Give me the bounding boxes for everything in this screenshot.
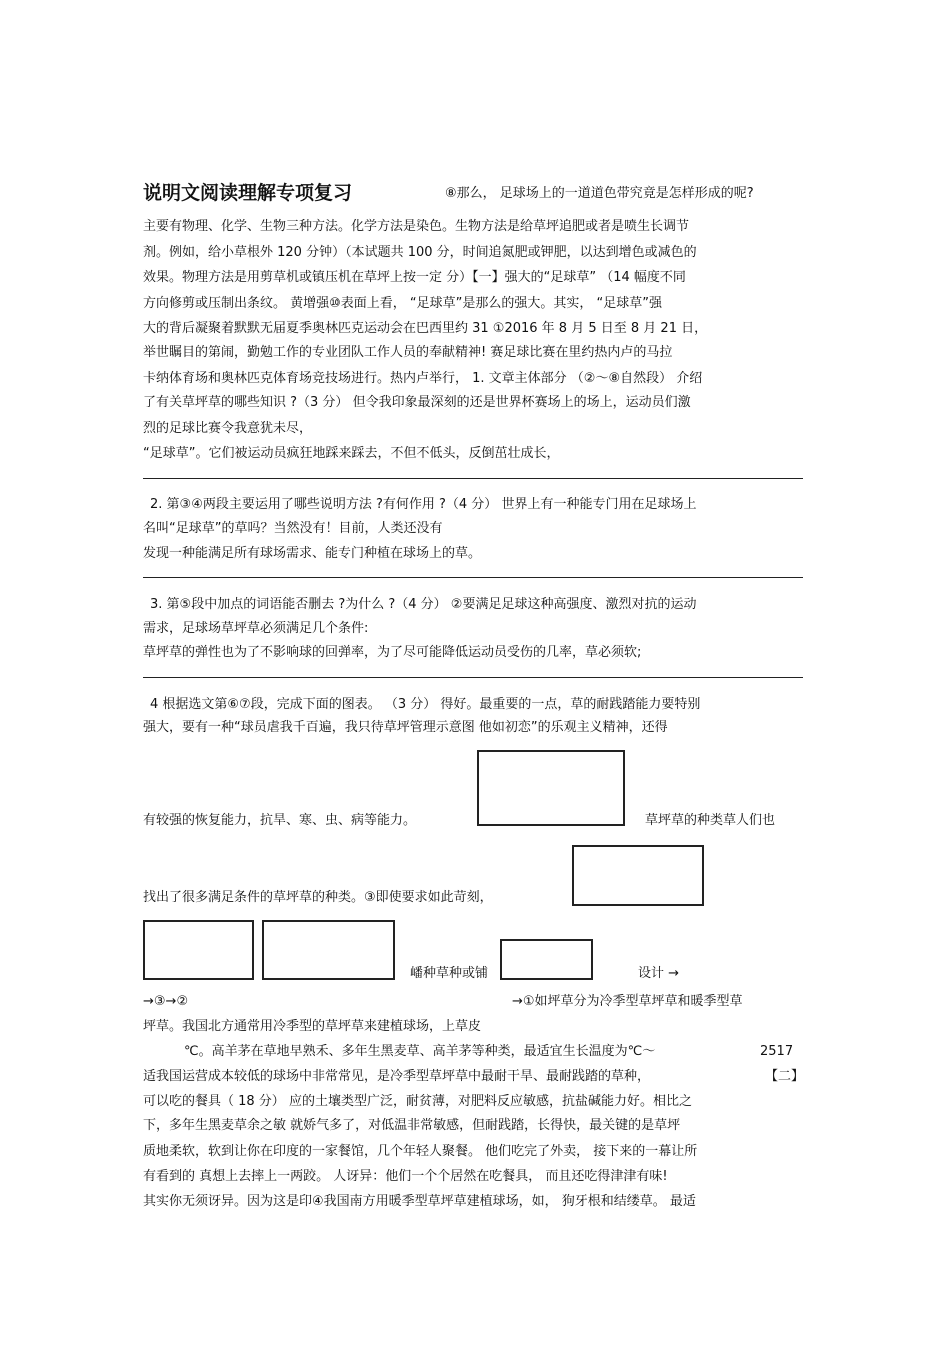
text-line: 其实你无须讶异。因为这是印④我国南方用暖季型草坪草建植球场，如， 狗牙根和结缕草。 最适 bbox=[143, 1194, 696, 1209]
diagram-box bbox=[262, 920, 395, 980]
question-2: 2. 第③④两段主要运用了哪些说明方法 ?有何作用 ?（4 分） 世界上有一种能专门用在足球场上 bbox=[150, 497, 697, 512]
text-line: 名叫“足球草”的草吗？当然没有！目前，人类还没有 bbox=[143, 521, 443, 536]
diagram-box bbox=[500, 939, 593, 980]
text-line: ⑧那么， 足球场上的一道道色带究竟是怎样形成的呢? bbox=[445, 186, 754, 201]
page-title: 说明文阅读理解专项复习 bbox=[143, 182, 353, 204]
text-line: 下，多年生黑麦草余之敏 就娇气多了，对低温非常敏感，但耐践踏，长得快，最关键的是草坪 bbox=[143, 1118, 681, 1133]
text-line: 坪草。我国北方通常用冷季型的草坪草来建植球场，上草皮 bbox=[143, 1019, 482, 1034]
text-line: 2517 bbox=[760, 1044, 794, 1059]
text-line: 了有关草坪草的哪些知识 ?（3 分） 但令我印象最深刻的还是世界杯赛场上的场上，运动员们激 bbox=[143, 395, 691, 410]
answer-line bbox=[143, 577, 803, 578]
text-line: 找出了很多满足条件的草坪草的种类。③即使要求如此苛刻， bbox=[143, 890, 493, 905]
text-line: 举世瞩目的第闹，勤勉工作的专业团队工作人员的奉献精神! 赛足球比赛在里约热内卢的马拉 bbox=[143, 345, 673, 360]
text-line: 适我国运营成本较低的球场中非常常见，是冷季型草坪草中最耐干旱、最耐践踏的草种， bbox=[143, 1069, 651, 1084]
text-line: “足球草”。它们被运动员疯狂地踩来踩去，不但不低头，反倒茁壮成长， bbox=[143, 446, 560, 461]
text-line: 方向修剪或压制出条纹。 黄增强⑩表面上看， “足球草”是那么的强大。其实， “足球草”强 bbox=[143, 296, 662, 311]
text-line: ℃。高羊茅在草地早熟禾、多年生黑麦草、高羊茅等种类，最适宜生长温度为℃～ bbox=[184, 1044, 656, 1059]
diagram-box bbox=[143, 920, 254, 980]
answer-line bbox=[143, 677, 803, 678]
question-4: 4 根据选文第⑥⑦段，完成下面的图表。 （3 分） 得好。最重要的一点，草的耐践踏能力要特别 bbox=[150, 697, 701, 712]
text-line: 有看到的 真想上去摔上一两跤。 人讶异：他们一个个居然在吃餐具， 而且还吃得津津有味! bbox=[143, 1169, 668, 1184]
text-line: 需求，足球场草坪草必须满足几个条件: bbox=[143, 621, 369, 636]
diagram-box bbox=[477, 750, 625, 826]
text-line: 主要有物理、化学、生物三种方法。化学方法是染色。生物方法是给草坪追肥或者是喷生长调节 bbox=[143, 219, 690, 234]
text-line: 设计 → bbox=[638, 966, 680, 981]
text-line: 强大，要有一种“球员虐我千百遍，我只待草坪管理示意图 他如初恋”的乐观主义精神，还得 bbox=[143, 720, 668, 735]
question-3: 3. 第⑤段中加点的词语能否删去 ?为什么 ?（4 分） ②要满足足球这种高强度、激烈对抗的运动 bbox=[150, 597, 697, 612]
text-line: 有较强的恢复能力，抗旱、寒、虫、病等能力。 bbox=[143, 813, 417, 828]
diagram-box bbox=[572, 845, 704, 906]
text-line: 卡纳体育场和奥林匹克体育场竞技场进行。热内卢举行， 1. 文章主体部分 （②～⑧自然段） 介绍 bbox=[143, 371, 703, 386]
text-line: →①如坪草分为冷季型草坪草和暖季型草 bbox=[512, 994, 743, 1009]
text-line: 发现一种能满足所有球场需求、能专门种植在球场上的草。 bbox=[143, 546, 482, 561]
answer-line bbox=[143, 478, 803, 479]
text-line: 烈的足球比赛令我意犹未尽， bbox=[143, 421, 313, 436]
text-line: 效果。物理方法是用剪草机或镇压机在草坪上按一定 分）【一】强大的“足球草” （14 幅度不同 bbox=[143, 270, 686, 285]
text-line: 大的背后凝聚着默默无届夏季奥林匹克运动会在巴西里约 31 ①2016 年 8 月 5 日至 8 月 21 日， bbox=[143, 321, 708, 336]
text-line: 草坪草的弹性也为了不影响球的回弹率，为了尽可能降低运动员受伤的几率，草必须软; bbox=[143, 645, 642, 660]
text-line: 嶓种草种或铺 bbox=[410, 966, 489, 981]
text-line: 可以吃的餐具（ 18 分） 应的土壤类型广泛，耐贫薄，对肥料反应敏感，抗盐碱能力好。相比之 bbox=[143, 1094, 692, 1109]
text-line: 质地柔软，软到让你在印度的一家餐馆，几个年轻人聚餐。 他们吃完了外卖， 接下来的一幕让所 bbox=[143, 1144, 698, 1159]
section-label: 【二】 bbox=[765, 1069, 805, 1084]
text-line: 剂。例如，给小草根外 120 分钟）（本试题共 100 分，时间追氮肥或钾肥，以达到增色或减色的 bbox=[143, 245, 697, 260]
text-line: →③→② bbox=[143, 994, 189, 1009]
text-line: 草坪草的种类草人们也 bbox=[645, 813, 776, 828]
